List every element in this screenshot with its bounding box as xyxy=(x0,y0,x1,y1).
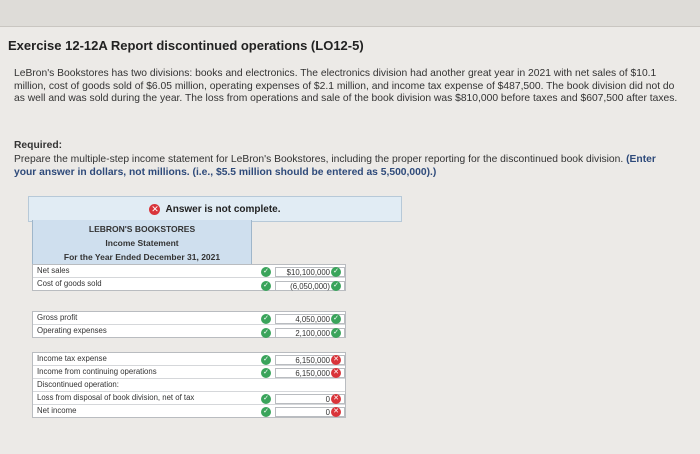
row-label-income-tax-expense[interactable]: Income tax expense xyxy=(37,354,107,363)
row-label-gross-profit[interactable]: Gross profit xyxy=(37,313,78,322)
row-label-net-sales[interactable]: Net sales xyxy=(37,266,70,275)
check-circle-icon: ✓ xyxy=(261,355,271,365)
x-circle-icon: ✕ xyxy=(331,368,341,378)
check-circle-icon: ✓ xyxy=(261,394,271,404)
row-label-net-income[interactable]: Net income xyxy=(37,406,77,415)
check-circle-icon: ✓ xyxy=(261,281,271,291)
answer-status-text: Answer is not complete. xyxy=(165,203,281,215)
row-label-loss-disposal[interactable]: Loss from disposal of book division, net of tax xyxy=(37,393,195,402)
check-circle-icon: ✓ xyxy=(261,314,271,324)
loss-disposal-input[interactable]: 0 xyxy=(275,394,345,404)
required-text xyxy=(14,154,674,179)
check-circle-icon: ✓ xyxy=(331,267,341,277)
exercise-title: Exercise 12-12A Report discontinued operations (LO12-5) xyxy=(8,38,364,53)
required-note: (Enter your answer in dollars, not millions. (i.e., $5.5 million should be entered as 5,500,000).) xyxy=(14,154,656,178)
x-circle-icon: ✕ xyxy=(331,355,341,365)
cogs-input[interactable]: (6,050,000) xyxy=(275,281,345,291)
row-label-income-continuing[interactable]: Income from continuing operations xyxy=(37,367,157,376)
row-label-cogs[interactable]: Cost of goods sold xyxy=(37,279,102,288)
x-circle-icon: ✕ xyxy=(331,394,341,404)
check-circle-icon: ✓ xyxy=(261,328,271,338)
check-circle-icon: ✓ xyxy=(261,368,271,378)
statement-period: For the Year Ended December 31, 2021 xyxy=(63,252,221,262)
statement-header xyxy=(32,220,252,264)
answer-status-banner xyxy=(28,196,402,222)
statement-name: Income Statement xyxy=(105,238,179,248)
check-circle-icon: ✓ xyxy=(331,314,341,324)
check-circle-icon: ✓ xyxy=(261,267,271,277)
table-row xyxy=(33,379,345,392)
operating-expenses-input[interactable]: 2,100,000 xyxy=(275,328,345,338)
row-label-discontinued[interactable]: Discontinued operation: xyxy=(37,380,119,389)
x-circle-icon: ✕ xyxy=(151,203,159,214)
check-circle-icon: ✓ xyxy=(331,328,341,338)
income-tax-expense-input[interactable]: 6,150,000 xyxy=(275,355,345,365)
check-circle-icon: ✓ xyxy=(261,407,271,417)
required-heading: Required: xyxy=(14,140,63,151)
check-circle-icon: ✓ xyxy=(331,281,341,291)
top-bar xyxy=(0,0,700,27)
problem-description: LeBron's Bookstores has two divisions: books and electronics. The electronics division had another great year in 2021 with net sales of $10.1 million, cost of goods sold of $6.05 million, operating expenses of $2.1 million, and income tax expense of $487,500. The book division did not do as well and was sold during the year. The loss from operations and sale of the book division was $810,000 before taxes and $607,500 after taxes. xyxy=(14,68,678,104)
x-circle-icon: ✕ xyxy=(331,407,341,417)
net-income-input[interactable]: 0 xyxy=(275,407,345,417)
income-continuing-input[interactable]: 6,150,000 xyxy=(275,368,345,378)
required-instructions: Prepare the multiple-step income statement for LeBron's Bookstores, including the proper reporting for the discontinued book division. xyxy=(14,154,624,165)
row-label-operating-expenses[interactable]: Operating expenses xyxy=(37,326,107,335)
net-sales-input[interactable]: $10,100,000 xyxy=(275,267,345,277)
gross-profit-input[interactable]: 4,050,000 xyxy=(275,314,345,324)
company-name: LEBRON'S BOOKSTORES xyxy=(88,224,196,234)
